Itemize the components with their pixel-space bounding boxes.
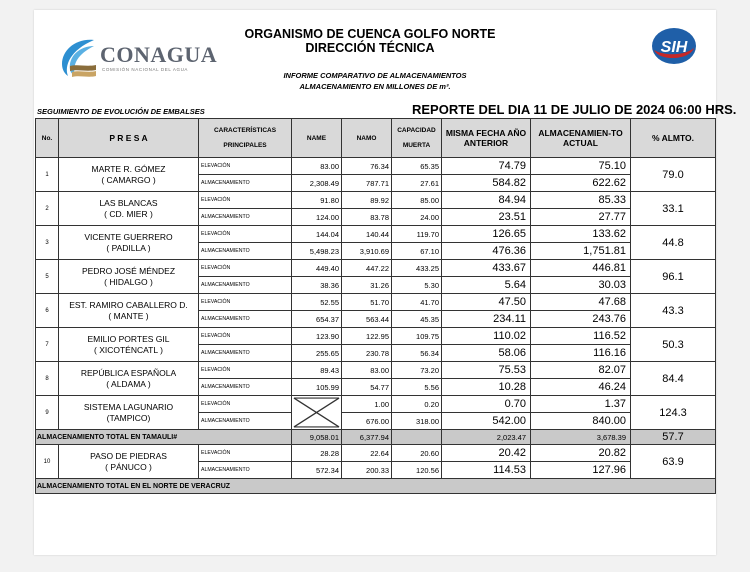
elev-namo: 51.70 [342, 294, 392, 311]
col-misma-fecha-line-2: ANTERIOR [463, 138, 509, 148]
elev-capacidad-muerta: 0.20 [392, 396, 442, 413]
alm-namo: 563.44 [342, 311, 392, 328]
dam-name-line-1: SISTEMA LAGUNARIO [83, 401, 174, 412]
almacenamiento-label: ALMACENAMIENTO [199, 345, 292, 362]
alm-actual: 46.24 [531, 379, 631, 396]
org-line-2: DIRECCIÓN TÉCNICA [305, 41, 435, 55]
col-presa: P R E S A [59, 119, 199, 158]
total-veracruz-label: ALMACENAMIENTO TOTAL EN EL NORTE DE VERACRUZ [36, 479, 716, 494]
elev-name: 449.40 [292, 260, 342, 277]
elev-name: 52.55 [292, 294, 342, 311]
alm-anio-anterior: 542.00 [442, 413, 531, 430]
alm-name: 572.34 [292, 462, 342, 479]
total-tamaulipas-label: ALMACENAMIENTO TOTAL EN TAMAULI# [36, 430, 292, 445]
alm-namo: 676.00 [342, 413, 392, 430]
elev-name: 83.00 [292, 158, 342, 175]
alm-namo: 787.71 [342, 175, 392, 192]
seguimiento-label: SEGUIMIENTO DE EVOLUCIÓN DE EMBALSES [37, 107, 205, 116]
elev-anio-anterior: 47.50 [442, 294, 531, 311]
dam-name [59, 192, 199, 226]
col-misma-fecha [442, 119, 531, 158]
conagua-subtext: COMISIÓN NACIONAL DEL AGUA [102, 67, 189, 72]
elev-namo: 140.44 [342, 226, 392, 243]
alm-capacidad-muerta: 56.34 [392, 345, 442, 362]
almacenamiento-label: ALMACENAMIENTO [199, 311, 292, 328]
elev-namo: 89.92 [342, 192, 392, 209]
almacenamiento-label: ALMACENAMIENTO [199, 379, 292, 396]
col-porcentaje: % ALMTO. [631, 119, 716, 158]
elev-actual: 20.82 [531, 445, 631, 462]
elevacion-label: ELEVACIÓN [199, 158, 292, 175]
dam-number: 9 [36, 396, 59, 430]
col-capacidad-muerta [392, 119, 442, 158]
porcentaje-almacenamiento: 124.3 [631, 396, 716, 430]
dam-name-line-1: LAS BLANCAS [99, 197, 158, 208]
dam-row-elevacion [36, 445, 716, 462]
alm-actual: 127.96 [531, 462, 631, 479]
porcentaje-almacenamiento: 63.9 [631, 445, 716, 479]
elev-capacidad-muerta: 65.35 [392, 158, 442, 175]
elevacion-label: ELEVACIÓN [199, 192, 292, 209]
dam-number: 3 [36, 226, 59, 260]
dam-name-line-1: EMILIO PORTES GIL [87, 333, 170, 344]
total-anio-anterior: 2,023.47 [442, 430, 531, 445]
elev-anio-anterior: 110.02 [442, 328, 531, 345]
almacenamiento-label: ALMACENAMIENTO [199, 175, 292, 192]
elevacion-label: ELEVACIÓN [199, 328, 292, 345]
dam-row-elevacion [36, 260, 716, 277]
porcentaje-almacenamiento: 84.4 [631, 362, 716, 396]
total-capacidad-empty [392, 430, 442, 445]
sih-logo [650, 26, 698, 66]
elev-name: 123.90 [292, 328, 342, 345]
dam-number: 8 [36, 362, 59, 396]
sih-text: SIH [660, 39, 688, 56]
col-alm-line-1: ALMACENAMIEN-TO [538, 128, 623, 138]
conagua-wave-icon [56, 34, 98, 78]
dam-name-line-2: ( XICOTÉNCATL ) [94, 344, 163, 355]
dam-name-line-2: ( MANTE ) [108, 310, 149, 321]
alm-name: 5,498.23 [292, 243, 342, 260]
total-tamaulipas-row [36, 430, 716, 445]
dam-row-elevacion [36, 226, 716, 243]
porcentaje-almacenamiento: 79.0 [631, 158, 716, 192]
report-subtitle [230, 70, 520, 92]
alm-anio-anterior: 476.36 [442, 243, 531, 260]
alm-name: 654.37 [292, 311, 342, 328]
almacenamiento-label: ALMACENAMIENTO [199, 209, 292, 226]
elev-name: 144.04 [292, 226, 342, 243]
alm-name: 38.36 [292, 277, 342, 294]
porcentaje-almacenamiento: 50.3 [631, 328, 716, 362]
total-name: 9,058.01 [292, 430, 342, 445]
elev-namo: 122.95 [342, 328, 392, 345]
elev-actual: 446.81 [531, 260, 631, 277]
elev-actual: 1.37 [531, 396, 631, 413]
reservoir-table [35, 118, 716, 494]
name-not-applicable [292, 396, 342, 430]
alm-capacidad-muerta: 120.56 [392, 462, 442, 479]
alm-capacidad-muerta: 67.10 [392, 243, 442, 260]
almacenamiento-label: ALMACENAMIENTO [199, 277, 292, 294]
elev-anio-anterior: 75.53 [442, 362, 531, 379]
col-alm-line-2: ACTUAL [563, 138, 598, 148]
col-caracteristicas-line-2: PRINCIPALES [223, 142, 267, 149]
dam-row-elevacion [36, 362, 716, 379]
alm-anio-anterior: 234.11 [442, 311, 531, 328]
dam-name-line-1: REPÚBLICA ESPAÑOLA [80, 367, 177, 378]
dam-name-line-1: PEDRO JOSÉ MÉNDEZ [81, 265, 176, 276]
col-capacidad-line-1: CAPACIDAD [397, 127, 436, 134]
alm-namo: 3,910.69 [342, 243, 392, 260]
elev-namo: 447.22 [342, 260, 392, 277]
almacenamiento-label: ALMACENAMIENTO [199, 243, 292, 260]
dam-number: 6 [36, 294, 59, 328]
elev-anio-anterior: 433.67 [442, 260, 531, 277]
elev-capacidad-muerta: 433.25 [392, 260, 442, 277]
elev-anio-anterior: 126.65 [442, 226, 531, 243]
elevacion-label: ELEVACIÓN [199, 294, 292, 311]
dam-row-elevacion [36, 158, 716, 175]
elev-name: 91.80 [292, 192, 342, 209]
elevacion-label: ELEVACIÓN [199, 362, 292, 379]
col-misma-fecha-line-1: MISMA FECHA AÑO [445, 128, 527, 138]
dam-number: 5 [36, 260, 59, 294]
alm-actual: 243.76 [531, 311, 631, 328]
elev-namo: 83.00 [342, 362, 392, 379]
col-capacidad-line-2: MUERTA [402, 142, 431, 149]
report-subtitle-line-1: INFORME COMPARATIVO DE ALMACENAMIENTOS [283, 71, 467, 80]
alm-namo: 83.78 [342, 209, 392, 226]
alm-namo: 230.78 [342, 345, 392, 362]
alm-actual: 30.03 [531, 277, 631, 294]
dam-row-elevacion [36, 328, 716, 345]
elev-anio-anterior: 74.79 [442, 158, 531, 175]
dam-row-elevacion [36, 396, 716, 413]
elevacion-label: ELEVACIÓN [199, 396, 292, 413]
total-porcentaje: 57.7 [631, 430, 716, 445]
elev-actual: 85.33 [531, 192, 631, 209]
col-name: NAME [292, 119, 342, 158]
alm-name: 2,308.49 [292, 175, 342, 192]
cross-out-mark [292, 396, 341, 429]
report-date: REPORTE DEL DIA 11 DE JULIO DE 2024 06:00 HRS. [412, 102, 737, 117]
dam-name [59, 362, 199, 396]
dam-name [59, 294, 199, 328]
col-caracteristicas-line-1: CARACTERÍSTICAS [213, 127, 277, 134]
alm-capacidad-muerta: 27.61 [392, 175, 442, 192]
alm-name: 124.00 [292, 209, 342, 226]
alm-capacidad-muerta: 318.00 [392, 413, 442, 430]
dam-name-line-2: ( CD. MIER ) [104, 208, 153, 219]
elev-capacidad-muerta: 73.20 [392, 362, 442, 379]
dam-name [59, 328, 199, 362]
reservoir-table-body [36, 158, 716, 494]
alm-namo: 31.26 [342, 277, 392, 294]
alm-anio-anterior: 58.06 [442, 345, 531, 362]
dam-row-elevacion [36, 192, 716, 209]
total-namo: 6,377.94 [342, 430, 392, 445]
conagua-logo [56, 34, 216, 78]
col-no: No. [36, 119, 59, 158]
elev-capacidad-muerta: 109.75 [392, 328, 442, 345]
dam-name [59, 226, 199, 260]
dam-name-line-2: ( HIDALGO ) [104, 276, 153, 287]
elev-actual: 75.10 [531, 158, 631, 175]
elev-actual: 116.52 [531, 328, 631, 345]
elev-namo: 76.34 [342, 158, 392, 175]
conagua-wordmark: CONAGUA [100, 42, 218, 67]
elev-actual: 133.62 [531, 226, 631, 243]
dam-name-line-1: EST. RAMIRO CABALLERO D. [69, 299, 188, 310]
alm-actual: 1,751.81 [531, 243, 631, 260]
alm-anio-anterior: 114.53 [442, 462, 531, 479]
organization-title [230, 27, 510, 55]
org-line-1: ORGANISMO DE CUENCA GOLFO NORTE [244, 27, 496, 41]
alm-capacidad-muerta: 24.00 [392, 209, 442, 226]
elev-namo: 22.64 [342, 445, 392, 462]
elev-capacidad-muerta: 20.60 [392, 445, 442, 462]
col-almacenamiento-actual [531, 119, 631, 158]
alm-actual: 27.77 [531, 209, 631, 226]
dam-name-line-1: VICENTE GUERRERO [84, 231, 173, 242]
alm-anio-anterior: 23.51 [442, 209, 531, 226]
alm-anio-anterior: 5.64 [442, 277, 531, 294]
alm-namo: 54.77 [342, 379, 392, 396]
elev-anio-anterior: 84.94 [442, 192, 531, 209]
col-caracteristicas [199, 119, 292, 158]
alm-actual: 840.00 [531, 413, 631, 430]
dam-name-line-2: ( PÁNUCO ) [105, 461, 152, 472]
dam-row-elevacion [36, 294, 716, 311]
alm-capacidad-muerta: 5.30 [392, 277, 442, 294]
dam-name [59, 445, 199, 479]
alm-capacidad-muerta: 5.56 [392, 379, 442, 396]
dam-name-line-1: PASO DE PIEDRAS [90, 450, 167, 461]
elev-capacidad-muerta: 41.70 [392, 294, 442, 311]
dam-name-line-2: ( CAMARGO ) [101, 174, 156, 185]
alm-anio-anterior: 584.82 [442, 175, 531, 192]
elev-namo: 1.00 [342, 396, 392, 413]
total-actual: 3,678.39 [531, 430, 631, 445]
alm-actual: 116.16 [531, 345, 631, 362]
elev-capacidad-muerta: 119.70 [392, 226, 442, 243]
header-row [36, 119, 716, 158]
dam-name-line-2: (TAMPICO) [106, 412, 151, 423]
elev-actual: 47.68 [531, 294, 631, 311]
dam-number: 7 [36, 328, 59, 362]
total-veracruz-row [36, 479, 716, 494]
elev-anio-anterior: 0.70 [442, 396, 531, 413]
dam-name [59, 396, 199, 430]
elevacion-label: ELEVACIÓN [199, 260, 292, 277]
elev-name: 28.28 [292, 445, 342, 462]
porcentaje-almacenamiento: 44.8 [631, 226, 716, 260]
elev-name: 89.43 [292, 362, 342, 379]
alm-actual: 622.62 [531, 175, 631, 192]
dam-name-line-1: MARTE R. GÓMEZ [91, 163, 166, 174]
col-namo: NAMO [342, 119, 392, 158]
porcentaje-almacenamiento: 96.1 [631, 260, 716, 294]
dam-number: 1 [36, 158, 59, 192]
alm-capacidad-muerta: 45.35 [392, 311, 442, 328]
dam-name [59, 260, 199, 294]
alm-name: 255.65 [292, 345, 342, 362]
dam-name [59, 158, 199, 192]
alm-anio-anterior: 10.28 [442, 379, 531, 396]
elevacion-label: ELEVACIÓN [199, 226, 292, 243]
porcentaje-almacenamiento: 33.1 [631, 192, 716, 226]
dam-number: 10 [36, 445, 59, 479]
almacenamiento-label: ALMACENAMIENTO [199, 413, 292, 430]
porcentaje-almacenamiento: 43.3 [631, 294, 716, 328]
almacenamiento-label: ALMACENAMIENTO [199, 462, 292, 479]
alm-name: 105.99 [292, 379, 342, 396]
elevacion-label: ELEVACIÓN [199, 445, 292, 462]
report-subtitle-line-2: ALMACENAMIENTO EN MILLONES DE m³. [299, 82, 451, 91]
elev-actual: 82.07 [531, 362, 631, 379]
alm-namo: 200.33 [342, 462, 392, 479]
elev-capacidad-muerta: 85.00 [392, 192, 442, 209]
dam-name-line-2: ( ALDAMA ) [106, 378, 151, 389]
dam-name-line-2: ( PADILLA ) [106, 242, 151, 253]
dam-number: 2 [36, 192, 59, 226]
elev-anio-anterior: 20.42 [442, 445, 531, 462]
